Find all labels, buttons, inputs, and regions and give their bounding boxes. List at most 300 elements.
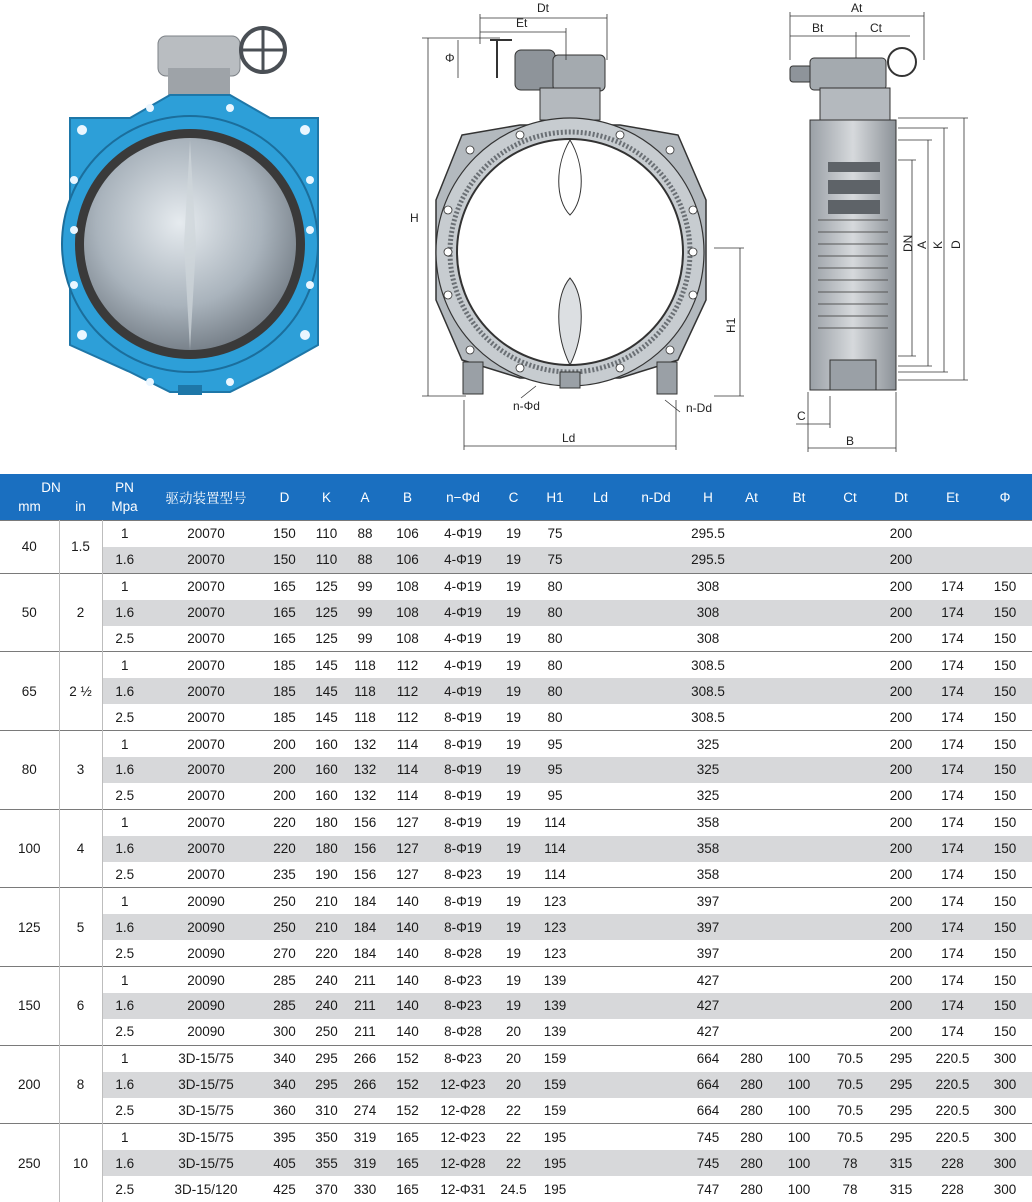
cell-phi: 150 (978, 731, 1032, 757)
cell-ndd (626, 757, 686, 783)
cell-ndd (626, 888, 686, 914)
cell-bt (773, 626, 825, 652)
cell-dt: 200 (875, 521, 927, 547)
cell-phi: 150 (978, 940, 1032, 966)
cell-pn: 1.6 (102, 993, 147, 1019)
cell-bt: 100 (773, 1045, 825, 1071)
cell-drive: 20070 (147, 652, 265, 678)
cell-ndd (626, 1176, 686, 1202)
cell-h: 295.5 (686, 521, 730, 547)
cell-ndd (626, 783, 686, 809)
cell-k: 160 (304, 731, 349, 757)
cell-bt (773, 888, 825, 914)
cell-bt (773, 600, 825, 626)
cell-ct (825, 652, 875, 678)
cell-ld (575, 967, 626, 993)
spec-table-body (0, 521, 1032, 1202)
cell-b: 112 (381, 704, 434, 730)
cell-d: 395 (265, 1124, 304, 1150)
cell-ld (575, 783, 626, 809)
cell-a: 319 (349, 1124, 381, 1150)
cell-ndd (626, 1045, 686, 1071)
cell-b: 127 (381, 836, 434, 862)
table-row (0, 914, 1032, 940)
cell-et: 174 (927, 573, 978, 599)
cell-ld (575, 1124, 626, 1150)
cell-drive: 20070 (147, 626, 265, 652)
cell-k: 110 (304, 521, 349, 547)
cell-h: 664 (686, 1098, 730, 1124)
dn-mm-cell: 250 (0, 1124, 59, 1202)
cell-at (730, 704, 773, 730)
cell-d: 165 (265, 626, 304, 652)
cell-nphid: 8-Φ19 (434, 809, 492, 835)
cell-h1: 114 (535, 862, 575, 888)
cell-d: 165 (265, 573, 304, 599)
cell-ct: 78 (825, 1150, 875, 1176)
cell-drive: 3D-15/75 (147, 1045, 265, 1071)
cell-et: 228 (927, 1150, 978, 1176)
cell-bt (773, 783, 825, 809)
cell-ndd (626, 704, 686, 730)
header-n-phid: n−Φd (434, 474, 492, 521)
cell-c: 19 (492, 757, 535, 783)
cell-c: 20 (492, 1019, 535, 1045)
cell-k: 240 (304, 993, 349, 1019)
cell-et: 174 (927, 993, 978, 1019)
cell-d: 235 (265, 862, 304, 888)
dim-label-a: A (915, 241, 929, 249)
dn-in-cell: 2 (59, 573, 102, 652)
header-h: H (686, 474, 730, 521)
cell-b: 165 (381, 1176, 434, 1202)
cell-ld (575, 888, 626, 914)
cell-bt (773, 809, 825, 835)
cell-b: 106 (381, 521, 434, 547)
cell-pn: 1 (102, 573, 147, 599)
cell-bt (773, 967, 825, 993)
cell-d: 250 (265, 914, 304, 940)
cell-et: 174 (927, 888, 978, 914)
cell-drive: 20070 (147, 757, 265, 783)
cell-pn: 2.5 (102, 626, 147, 652)
cell-k: 210 (304, 914, 349, 940)
cell-ct (825, 1019, 875, 1045)
dim-label-dn: DN (901, 235, 915, 252)
cell-h1: 139 (535, 967, 575, 993)
cell-a: 330 (349, 1176, 381, 1202)
cell-h: 358 (686, 862, 730, 888)
cell-d: 185 (265, 652, 304, 678)
cell-et: 174 (927, 1019, 978, 1045)
cell-nphid: 8-Φ19 (434, 888, 492, 914)
table-row (0, 652, 1032, 678)
header-dn-in: in (59, 497, 102, 516)
cell-h: 397 (686, 940, 730, 966)
cell-phi: 150 (978, 809, 1032, 835)
cell-h: 308.5 (686, 704, 730, 730)
header-d: D (265, 474, 304, 521)
cell-ld (575, 704, 626, 730)
dim-label-ld: Ld (562, 431, 575, 445)
cell-h1: 95 (535, 783, 575, 809)
dim-label-b: B (846, 434, 854, 448)
cell-at (730, 573, 773, 599)
cell-at (730, 731, 773, 757)
cell-ndd (626, 731, 686, 757)
table-row (0, 783, 1032, 809)
table-row (0, 888, 1032, 914)
table-row (0, 862, 1032, 888)
cell-a: 156 (349, 836, 381, 862)
cell-a: 266 (349, 1045, 381, 1071)
dn-in-cell: 4 (59, 809, 102, 888)
cell-bt (773, 731, 825, 757)
dn-in-cell: 8 (59, 1045, 102, 1124)
cell-ct: 70.5 (825, 1072, 875, 1098)
cell-pn: 1 (102, 809, 147, 835)
cell-bt: 100 (773, 1098, 825, 1124)
table-row (0, 678, 1032, 704)
cell-h: 427 (686, 993, 730, 1019)
cell-h1: 114 (535, 836, 575, 862)
dim-label-phi: Φ (445, 51, 455, 65)
cell-drive: 20090 (147, 940, 265, 966)
cell-ct (825, 967, 875, 993)
cell-c: 22 (492, 1124, 535, 1150)
cell-d: 200 (265, 757, 304, 783)
cell-b: 140 (381, 940, 434, 966)
cell-h1: 95 (535, 757, 575, 783)
cell-a: 99 (349, 600, 381, 626)
table-row (0, 1045, 1032, 1071)
cell-h: 397 (686, 888, 730, 914)
table-row (0, 940, 1032, 966)
cell-c: 24.5 (492, 1176, 535, 1202)
cell-phi: 150 (978, 993, 1032, 1019)
header-et: Et (927, 474, 978, 521)
cell-at: 280 (730, 1072, 773, 1098)
header-h1: H1 (535, 474, 575, 521)
table-row (0, 1176, 1032, 1202)
cell-h1: 195 (535, 1176, 575, 1202)
dn-in-cell: 6 (59, 967, 102, 1046)
cell-ndd (626, 967, 686, 993)
cell-pn: 2.5 (102, 704, 147, 730)
cell-c: 19 (492, 521, 535, 547)
cell-ndd (626, 626, 686, 652)
cell-phi: 300 (978, 1124, 1032, 1150)
cell-h: 308 (686, 600, 730, 626)
cell-dt: 200 (875, 731, 927, 757)
dn-mm-cell: 65 (0, 652, 59, 731)
cell-ld (575, 600, 626, 626)
cell-k: 110 (304, 547, 349, 573)
cell-pn: 2.5 (102, 1019, 147, 1045)
cell-ndd (626, 547, 686, 573)
cell-at (730, 652, 773, 678)
table-row (0, 731, 1032, 757)
cell-ld (575, 757, 626, 783)
table-row (0, 809, 1032, 835)
cell-h1: 123 (535, 914, 575, 940)
cell-pn: 1.6 (102, 757, 147, 783)
cell-ndd (626, 1098, 686, 1124)
cell-h1: 95 (535, 731, 575, 757)
cell-c: 22 (492, 1150, 535, 1176)
table-row (0, 521, 1032, 547)
cell-d: 165 (265, 600, 304, 626)
cell-d: 220 (265, 809, 304, 835)
cell-drive: 20090 (147, 1019, 265, 1045)
cell-et: 220.5 (927, 1045, 978, 1071)
cell-pn: 1 (102, 521, 147, 547)
cell-phi: 150 (978, 914, 1032, 940)
cell-dt: 200 (875, 652, 927, 678)
cell-b: 152 (381, 1072, 434, 1098)
table-row (0, 573, 1032, 599)
cell-nphid: 8-Φ23 (434, 1045, 492, 1071)
cell-ld (575, 573, 626, 599)
cell-dt: 200 (875, 914, 927, 940)
cell-d: 200 (265, 731, 304, 757)
cell-b: 140 (381, 1019, 434, 1045)
cell-dt: 200 (875, 862, 927, 888)
cell-ct (825, 993, 875, 1019)
cell-k: 295 (304, 1045, 349, 1071)
cell-h1: 80 (535, 573, 575, 599)
cell-nphid: 4-Φ19 (434, 573, 492, 599)
cell-h: 745 (686, 1150, 730, 1176)
dn-mm-cell: 50 (0, 573, 59, 652)
cell-ld (575, 521, 626, 547)
dim-label-dt: Dt (537, 1, 550, 15)
cell-ld (575, 678, 626, 704)
cell-et: 174 (927, 757, 978, 783)
cell-nphid: 8-Φ19 (434, 757, 492, 783)
header-ct: Ct (825, 474, 875, 521)
cell-dt: 200 (875, 678, 927, 704)
cell-c: 22 (492, 1098, 535, 1124)
cell-b: 108 (381, 626, 434, 652)
cell-h1: 75 (535, 547, 575, 573)
cell-at (730, 862, 773, 888)
cell-b: 152 (381, 1045, 434, 1071)
cell-bt (773, 993, 825, 1019)
cell-at: 280 (730, 1176, 773, 1202)
cell-dt: 200 (875, 809, 927, 835)
dn-in-cell: 2 ½ (59, 652, 102, 731)
cell-dt: 200 (875, 940, 927, 966)
cell-bt (773, 547, 825, 573)
cell-nphid: 8-Φ23 (434, 993, 492, 1019)
cell-d: 425 (265, 1176, 304, 1202)
cell-a: 156 (349, 862, 381, 888)
cell-et: 174 (927, 783, 978, 809)
cell-drive: 20070 (147, 809, 265, 835)
cell-k: 220 (304, 940, 349, 966)
cell-c: 19 (492, 783, 535, 809)
cell-dt: 295 (875, 1124, 927, 1150)
cell-pn: 1 (102, 731, 147, 757)
cell-ct (825, 809, 875, 835)
cell-drive: 20090 (147, 914, 265, 940)
cell-bt (773, 914, 825, 940)
cell-a: 211 (349, 1019, 381, 1045)
cell-drive: 20090 (147, 967, 265, 993)
cell-a: 118 (349, 678, 381, 704)
cell-drive: 3D-15/75 (147, 1072, 265, 1098)
cell-phi: 300 (978, 1072, 1032, 1098)
cell-b: 112 (381, 652, 434, 678)
cell-phi: 150 (978, 573, 1032, 599)
cell-phi: 150 (978, 783, 1032, 809)
cell-phi: 150 (978, 862, 1032, 888)
cell-dt: 200 (875, 600, 927, 626)
cell-k: 145 (304, 678, 349, 704)
cell-ndd (626, 600, 686, 626)
cell-c: 19 (492, 731, 535, 757)
cell-ndd (626, 573, 686, 599)
drawings-svg (0, 0, 1032, 474)
cell-ld (575, 1176, 626, 1202)
cell-ndd (626, 993, 686, 1019)
cell-ld (575, 652, 626, 678)
drawings-area (0, 0, 1032, 474)
cell-k: 125 (304, 626, 349, 652)
cell-ld (575, 1019, 626, 1045)
cell-h1: 139 (535, 1019, 575, 1045)
cell-ndd (626, 1150, 686, 1176)
header-drive: 驱动装置型号 (147, 474, 265, 521)
cell-pn: 2.5 (102, 783, 147, 809)
dn-mm-cell: 200 (0, 1045, 59, 1124)
cell-k: 370 (304, 1176, 349, 1202)
cell-pn: 1.6 (102, 678, 147, 704)
dim-label-n-phid: n-Φd (513, 399, 540, 413)
cell-drive: 20070 (147, 600, 265, 626)
cell-h1: 123 (535, 940, 575, 966)
cell-bt (773, 757, 825, 783)
cell-ct (825, 600, 875, 626)
cell-et: 174 (927, 836, 978, 862)
cell-drive: 3D-15/75 (147, 1124, 265, 1150)
cell-a: 274 (349, 1098, 381, 1124)
cell-a: 99 (349, 626, 381, 652)
header-pn-unit: Mpa (102, 497, 147, 516)
cell-at (730, 993, 773, 1019)
cell-ct (825, 521, 875, 547)
cell-b: 127 (381, 862, 434, 888)
cell-ld (575, 1098, 626, 1124)
dim-label-k: K (931, 241, 945, 249)
cell-nphid: 8-Φ19 (434, 704, 492, 730)
cell-ct (825, 783, 875, 809)
cell-pn: 1 (102, 888, 147, 914)
cell-k: 310 (304, 1098, 349, 1124)
cell-et: 174 (927, 862, 978, 888)
cell-a: 211 (349, 967, 381, 993)
cell-nphid: 12-Φ28 (434, 1150, 492, 1176)
cell-nphid: 12-Φ28 (434, 1098, 492, 1124)
cell-ld (575, 940, 626, 966)
cell-a: 118 (349, 652, 381, 678)
cell-d: 340 (265, 1045, 304, 1071)
cell-d: 150 (265, 521, 304, 547)
cell-d: 185 (265, 678, 304, 704)
cell-bt: 100 (773, 1072, 825, 1098)
cell-c: 20 (492, 1072, 535, 1098)
dim-label-bt: Bt (812, 21, 824, 35)
cell-ct (825, 731, 875, 757)
cell-ndd (626, 862, 686, 888)
cell-ct (825, 914, 875, 940)
cell-bt (773, 652, 825, 678)
cell-bt (773, 704, 825, 730)
cell-k: 180 (304, 836, 349, 862)
cell-ct (825, 836, 875, 862)
cell-dt: 200 (875, 547, 927, 573)
cell-ld (575, 1045, 626, 1071)
cell-ct (825, 940, 875, 966)
cell-b: 127 (381, 809, 434, 835)
header-pn (102, 474, 147, 521)
cell-bt (773, 521, 825, 547)
dn-mm-cell: 40 (0, 521, 59, 574)
cell-ndd (626, 940, 686, 966)
cell-k: 350 (304, 1124, 349, 1150)
cell-dt: 295 (875, 1098, 927, 1124)
header-k: K (304, 474, 349, 521)
cell-h1: 159 (535, 1098, 575, 1124)
cell-ct (825, 757, 875, 783)
cell-b: 140 (381, 967, 434, 993)
cell-a: 118 (349, 704, 381, 730)
cell-bt: 100 (773, 1176, 825, 1202)
cell-h: 325 (686, 731, 730, 757)
cell-b: 165 (381, 1150, 434, 1176)
cell-et (927, 547, 978, 573)
cell-k: 125 (304, 573, 349, 599)
front-drawing (410, 1, 744, 450)
cell-bt (773, 862, 825, 888)
dn-mm-cell: 150 (0, 967, 59, 1046)
cell-c: 20 (492, 1045, 535, 1071)
cell-ct: 70.5 (825, 1124, 875, 1150)
dn-mm-cell: 100 (0, 809, 59, 888)
cell-ndd (626, 1072, 686, 1098)
table-row (0, 993, 1032, 1019)
cell-b: 112 (381, 678, 434, 704)
cell-d: 250 (265, 888, 304, 914)
dn-mm-cell: 80 (0, 731, 59, 810)
cell-bt (773, 836, 825, 862)
dim-label-c: C (797, 409, 806, 423)
cell-h1: 75 (535, 521, 575, 547)
cell-drive: 3D-15/75 (147, 1150, 265, 1176)
cell-nphid: 4-Φ19 (434, 652, 492, 678)
cell-phi: 150 (978, 704, 1032, 730)
cell-h1: 80 (535, 626, 575, 652)
cell-k: 145 (304, 652, 349, 678)
cell-k: 240 (304, 967, 349, 993)
table-row (0, 600, 1032, 626)
cell-phi: 300 (978, 1150, 1032, 1176)
header-dn-label: DN (0, 478, 102, 497)
cell-at (730, 547, 773, 573)
cell-ct (825, 888, 875, 914)
cell-ld (575, 626, 626, 652)
